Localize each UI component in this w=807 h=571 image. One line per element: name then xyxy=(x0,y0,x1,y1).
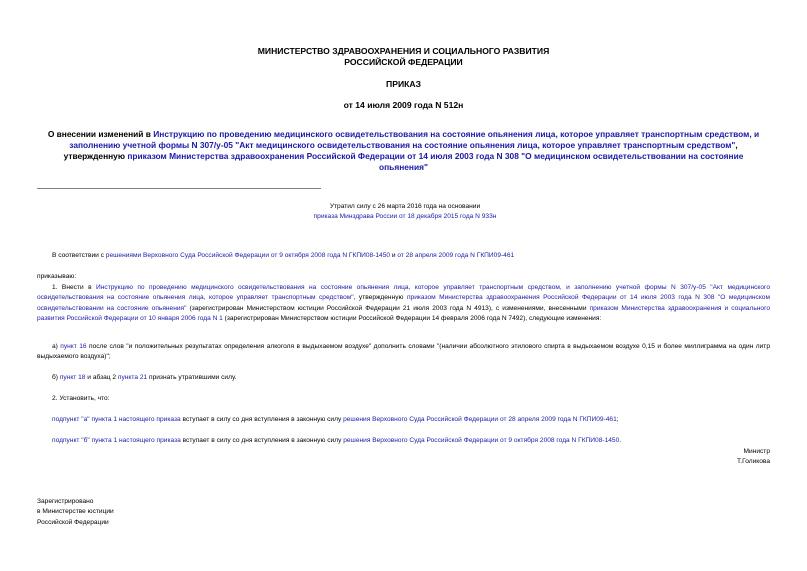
title-text-2: , утвержденную xyxy=(63,140,738,161)
order-word: приказываю: xyxy=(37,273,77,280)
repeal-order-link[interactable]: приказа Минздрава России от 18 декабря 2015 года N 933н xyxy=(313,213,497,220)
preamble-text-1: В соответствии с xyxy=(52,252,106,259)
item-1-text-4: (зарегистрирован Министерством юстиции Российской Федерации 14 февраля 2006 года N 7492), следующие изменения: xyxy=(222,314,602,322)
point-18-link[interactable]: пункт 18 xyxy=(59,374,86,381)
preamble-text-2: и xyxy=(390,252,398,259)
title-order-308-link[interactable]: приказом Министерства здравоохранения Российской Федерации от 14 июля 2003 года N 308 "О медицинском освидетельствовании на состояние опьянения" xyxy=(127,151,744,172)
item-1-text-2: , утвержденную xyxy=(353,294,407,302)
ministry-line-1: МИНИСТЕРСТВО ЗДРАВООХРАНЕНИЯ И СОЦИАЛЬНОГО РАЗВИТИЯ xyxy=(257,46,550,56)
registration-line-1: Зарегистрировано xyxy=(37,498,94,505)
subpoint-a-link[interactable]: подпункт "а" пункта 1 настоящего приказа xyxy=(52,416,181,423)
item-1a-text-2: после слов "и положительных результатах определения алкоголя в выдыхаемом воздухе" дополнить словами "(наличии абсолютного этилового спирта в выдыхаемом воздухе 0,15 и более миллиграмма на один литр выдыхаемого воздуха)"; xyxy=(37,343,770,361)
document-title xyxy=(40,129,767,173)
item-2b-text-2: . xyxy=(619,437,622,444)
doc-type: ПРИКАЗ xyxy=(386,79,421,89)
item-1-text-3: (зарегистрирован Министерством юстиции Российской Федерации 21 июля 2003 года N 4913), с изменениями, внесенными xyxy=(186,304,590,312)
item-1-order-1-link[interactable]: приказом Министерства здравоохранения и социального развития Российской Федерации от 10 января 2006 года N 1 xyxy=(37,304,770,322)
decision-2008-link[interactable]: решения Верховного Суда Российской Федерации от 9 октября 2008 года N ГКПИ08-1450 xyxy=(343,437,620,444)
signature-name: Т.Голикова xyxy=(736,458,770,466)
item-1b xyxy=(52,373,236,383)
item-2: 2. Установить, что: xyxy=(52,395,110,402)
title-text-1: О внесении изменений в xyxy=(47,129,154,139)
item-1b-text-3: признать утратившими силу. xyxy=(147,374,237,381)
subpoint-b-link[interactable]: подпункт "б" пункта 1 настоящего приказа xyxy=(52,437,181,444)
ministry-line-2: РОССИЙСКОЙ ФЕДЕРАЦИИ xyxy=(344,57,463,67)
item-1-text-1: 1. Внести в xyxy=(52,284,97,291)
signature xyxy=(737,447,770,468)
title-instruction-link[interactable]: Инструкцию по проведению медицинского освидетельствования на состояние опьянения лица, которое управляет транспортным средством, и заполнению учетной формы N 307/у-05 "Акт медицинского освидетельствования на состояние опьянения лица, которое управляет транспортным средством" xyxy=(69,129,760,150)
doc-date: от 14 июля 2009 года N 512н xyxy=(343,100,464,110)
registration-note xyxy=(37,497,114,528)
point-16-link[interactable]: пункт 16 xyxy=(60,343,87,350)
separator-line xyxy=(37,188,321,189)
item-1-order-308-link[interactable]: приказом Министерства здравоохранения Российской Федерации от 14 июля 2003 года N 308 "О медицинском освидетельствовании на состояние опьянения" xyxy=(37,294,770,312)
item-2a xyxy=(52,415,770,425)
item-2a-text-2: ; xyxy=(616,416,619,423)
item-1-instruction-link[interactable]: Инструкцию по проведению медицинского освидетельствования на состояние опьянения лица, которое управляет транспортным средством, и заполнению учетной формы N 307/у-05 "Акт медицинского освидетельствования на состояние опьянения лица, которое управляет транспортным средством" xyxy=(37,284,770,302)
repeal-status xyxy=(200,202,610,222)
preamble xyxy=(52,251,770,261)
supreme-court-decision-2008-link[interactable]: решениями Верховного Суда Российской Федерации от 9 октября 2008 года N ГКПИ08-1450 xyxy=(105,252,391,259)
ministry-heading xyxy=(0,46,807,68)
item-2b-text-1: вступает в силу со дня вступления в законную силу xyxy=(180,437,344,444)
item-2b xyxy=(52,436,770,446)
item-1b-text-1: б) xyxy=(52,374,60,381)
registration-line-2: в Министерстве юстиции xyxy=(37,508,114,516)
item-1b-text-2: и абзац 2 xyxy=(85,374,118,381)
signature-position: Министр xyxy=(743,448,770,455)
item-2a-text-1: вступает в силу со дня вступления в законную силу xyxy=(180,416,344,423)
item-1 xyxy=(37,283,770,324)
item-1a-text-1: а) xyxy=(52,343,61,350)
repeal-status-text: Утратил силу с 26 марта 2016 года на основании xyxy=(329,203,481,210)
point-21-link[interactable]: пункта 21 xyxy=(117,374,148,381)
item-1a xyxy=(37,342,770,363)
supreme-court-decision-2009-link[interactable]: от 28 апреля 2009 года N ГКПИ09-461 xyxy=(397,252,515,259)
registration-line-3: Российской Федерации xyxy=(37,518,109,526)
decision-2009-link[interactable]: решения Верховного Суда Российской Федерации от 28 апреля 2009 года N ГКПИ09-461 xyxy=(343,416,617,423)
